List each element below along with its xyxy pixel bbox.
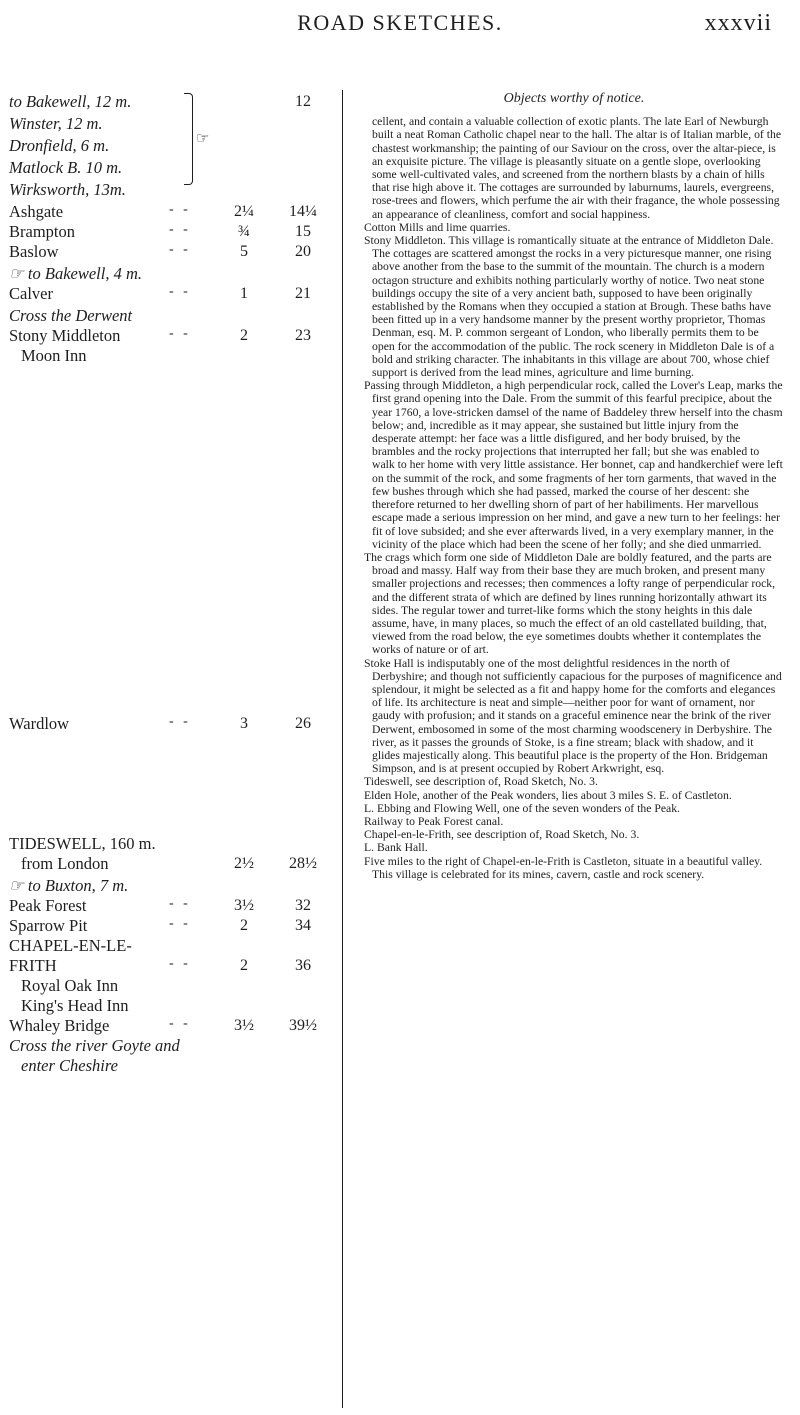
object-paragraph: Cotton Mills and lime quarries.	[364, 220, 511, 234]
route-place: CHAPEL-EN-LE-	[9, 936, 132, 955]
leader-dots: - -	[169, 284, 191, 299]
route-place: Dronfield, 6 m.	[9, 136, 110, 155]
route-distance: 2¼	[234, 203, 254, 220]
route-distance: 2	[240, 327, 248, 344]
object-paragraph: Five miles to the right of Chapel-en-le-Frith is Castleton, situate in a beautiful valley. This village is celebrated for its mines, cavern, castle and rock scenery.	[364, 854, 763, 881]
route-place: enter Cheshire	[21, 1056, 118, 1075]
column-divider	[342, 90, 343, 1408]
route-place: TIDESWELL, 160 m.	[9, 834, 156, 853]
route-place: ☞ to Buxton, 7 m.	[9, 876, 129, 895]
route-distance: 1	[240, 285, 248, 302]
leader-dots: - -	[169, 242, 191, 257]
object-paragraph: L. Bank Hall.	[364, 841, 428, 855]
route-place: Cross the Derwent	[9, 306, 133, 325]
route-total: 15	[295, 223, 311, 240]
objects-column	[364, 92, 784, 881]
route-total: 26	[295, 715, 311, 732]
route-place: Peak Forest	[9, 896, 87, 915]
page-header	[0, 10, 800, 50]
leader-dots: - -	[169, 1016, 191, 1031]
object-paragraph: Stoke Hall is indisputably one of the most delightful residences in the north of Derbyshire; and though not sufficiently capacious for the purposes of magnificence and splendour, it might be selected as a fit and happy home for the comforts and elegances of life. Its architecture is neat and simple—neither poor for want of ornament, nor gaudy with profusion; and it stands on a graceful eminence near the brink of the river Derwent, embosomed in some of the most charming woodscenery in Derbyshire. The river, as it passes the grounds of Stoke, is a fine stream; black with shadow, and it glides majestically along. This beautiful place is the property of the Hon. Bridgeman Simpson, and is at present occupied by Robert Arkwright, esq.	[364, 656, 782, 776]
route-place: Moon Inn	[21, 346, 87, 365]
route-place: Sparrow Pit	[9, 916, 88, 935]
route-place: Calver	[9, 284, 53, 303]
route-total: 34	[295, 917, 311, 934]
route-place: Wardlow	[9, 714, 70, 733]
object-paragraph: cellent, and contain a valuable collection of exotic plants. The late Earl of Newburgh built a neat Roman Catholic chapel near to the hall. The altar is of Italian marble, of the chastest workmanship; the painting of our Saviour on the cross, over the altar-piece, is an exquisite picture. The village is pleasantly situate on a gentle slope, overlooking some well-cultivated vales, and screened from the northern blasts by a chain of hills that rise high above it. The cottages are surrounded by laburnums, laurels, evergreens, rose-trees and flowers, which perfume the air with their fragance, the whole possessing an appearance of cleanliness, comfort and social happiness.	[372, 115, 782, 221]
route-distance: 2	[240, 917, 248, 934]
object-paragraph: Elden Hole, another of the Peak wonders, lies about 3 miles S. E. of Castleton.	[364, 788, 732, 802]
route-place: King's Head Inn	[21, 996, 129, 1015]
route-place: Stony Middleton	[9, 326, 121, 345]
route-place: ☞ to Bakewell, 4 m.	[9, 264, 143, 283]
objects-heading: Objects worthy of notice.	[503, 91, 645, 106]
route-distance: 2	[240, 957, 248, 974]
object-paragraph: Railway to Peak Forest canal.	[364, 814, 504, 828]
route-distance: 2½	[234, 855, 254, 872]
object-paragraph: Tideswell, see description of, Road Sketch, No. 3.	[364, 775, 598, 789]
pointing-hand-icon: ☞	[196, 131, 210, 147]
leader-dots: - -	[169, 222, 191, 237]
leader-dots: - -	[169, 896, 191, 911]
leader-dots: - -	[169, 916, 191, 931]
route-total: 32	[295, 897, 311, 914]
route-place: Baslow	[9, 242, 59, 261]
object-paragraph: The crags which form one side of Middleton Dale are boldly featured, and the parts are broad and massy. Half way from their base they are much broken, and present many smaller projections and recesses; then commences a lofty range of perpendicular rock, and the different strata of which are defined by lines running horizontally athwart its sides. The regular tower and turret-like forms which the stony heights in this dale assume, have, in many places, so much the effect of an old castellated building, that, viewed from the road below, the eye sometimes doubts whether it contemplates the works of nature or of art.	[364, 550, 776, 657]
route-place: Whaley Bridge	[9, 1016, 110, 1035]
route-total: 23	[295, 327, 311, 344]
route-total: 36	[295, 957, 311, 974]
object-paragraph: Chapel-en-le-Frith, see description of, Road Sketch, No. 3.	[364, 828, 640, 842]
route-total: 39½	[289, 1017, 317, 1034]
route-place: Winster, 12 m.	[9, 114, 103, 133]
leader-dots: - -	[169, 956, 191, 971]
page-number: xxxvii	[704, 10, 772, 36]
leader-dots: - -	[169, 714, 191, 729]
route-distance: 3½	[234, 1017, 254, 1034]
route-place: Royal Oak Inn	[21, 976, 119, 995]
route-distance: 5	[240, 243, 248, 260]
route-place: Matlock B. 10 m.	[9, 158, 123, 177]
route-place: Cross the river Goyte and	[9, 1036, 180, 1055]
route-total: 21	[295, 285, 311, 302]
route-place: Brampton	[9, 222, 75, 241]
route-total: 20	[295, 243, 311, 260]
object-paragraph: Stony Middleton. This village is romantically situate at the entrance of Middleton Dale. The cottages are scattered amongst the rocks in a very picturesque manner, one rising above another from the base to the summit of the mountain. The church is a modern octagon structure and exhibits nothing particularly worthy of notice. Two neat stone buildings occupy the site of a very ancient bath, supposed to have been originally established by the Romans when they occupied a station at Brough. These baths have been fitted up in a very handsome manner by the present worthy proprietor, Thomas Denman, esq. M. P. common sergeant of London, who liberally permits them to be open for the accommodation of the public. The rock scenery in Middleton Dale is of a bold and striking character. The inhabitants in this village are about 700, whose chief support is derived from the lead mines, agriculture and lime burning.	[364, 234, 775, 380]
route-table	[9, 92, 339, 1412]
route-total: 14¼	[289, 203, 317, 220]
leader-dots: - -	[169, 202, 191, 217]
object-paragraph: Passing through Middleton, a high perpendicular rock, called the Lover's Leap, marks the first grand opening into the Dale. From the summit of this fearful precipice, about the year 1760, a love-stricken damsel of the name of Baddeley threw herself into the chasm below; and, incredible as it may appear, she sustained but little injury from the desperate attempt: her face was a little disfigured, and her body bruised, by the brambles and the rocky projections that interrupted her fall; but she was enabled to walk to her home with very little assistance. Her bonnet, cap and handkerchief were left on the summit of the rock, and some fragments of her torn garments, that waved in the few bushes through which she had passed, marked the course of her descent: she therefore returned to her dwelling shorn of part of her habiliments. Her marvellous escape made a serious impression on her mind, and gave a new turn to her feelings: her fit of love subsided; and she ever afterwards lived, in a very exemplary manner, in the vicinity of the place which had been the scene of her folly; and she died unmarried.	[364, 379, 783, 551]
object-paragraph: L. Ebbing and Flowing Well, one of the seven wonders of the Peak.	[364, 801, 680, 815]
route-total: 28½	[289, 855, 317, 872]
route-distance: ¾	[238, 223, 250, 240]
route-place: Ashgate	[9, 202, 64, 221]
running-title: ROAD SKETCHES.	[297, 10, 503, 35]
route-distance: 3½	[234, 897, 254, 914]
route-distance: 3	[240, 715, 248, 732]
route-place: from London	[21, 854, 109, 873]
route-place: Wirksworth, 13m.	[9, 180, 126, 199]
leader-dots: - -	[169, 326, 191, 341]
route-place: to Bakewell, 12 m.	[9, 92, 132, 111]
route-place: FRITH	[9, 956, 57, 975]
route-total: 12	[295, 93, 311, 110]
